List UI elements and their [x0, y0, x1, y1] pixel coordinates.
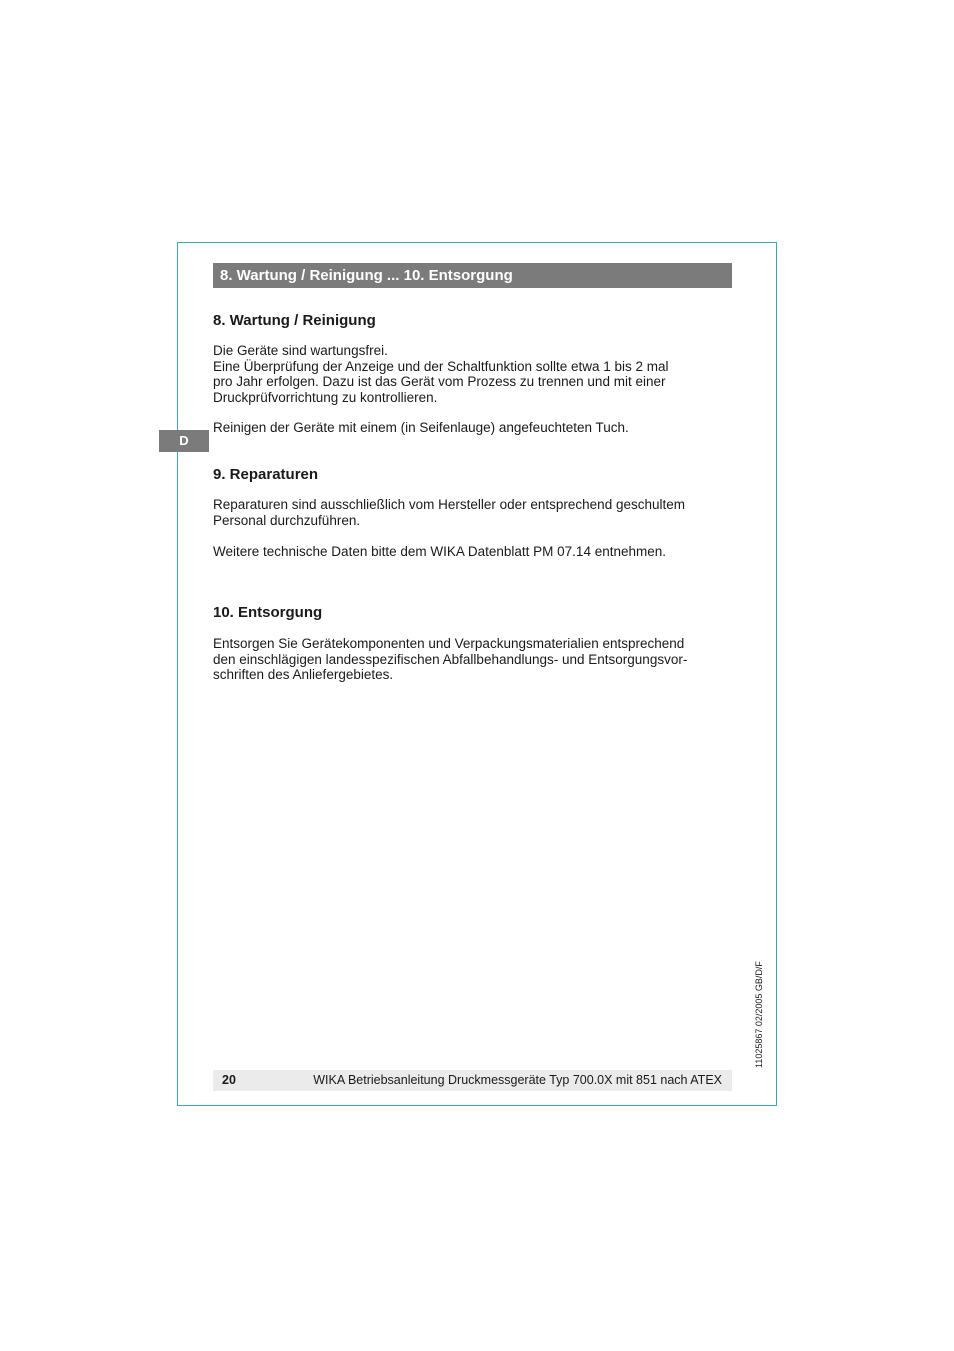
- text-line: Weitere technische Daten bitte dem WIKA Datenblatt PM 07.14 entnehmen.: [213, 544, 667, 559]
- section-paragraph-wartung-2: [213, 420, 733, 436]
- text-line: Die Geräte sind wartungsfrei.: [213, 343, 388, 358]
- text-line: schriften des Anliefergebietes.: [213, 667, 394, 682]
- text-line: den einschlägigen landesspezifischen Abfallbehandlungs- und Entsorgungsvor-: [213, 651, 688, 667]
- text-line: Reparaturen sind ausschließlich vom Hersteller oder entsprechend geschultem: [213, 497, 685, 512]
- document-code: 11025867 02/2005 GB/D/F: [754, 961, 764, 1068]
- text-line: pro Jahr erfolgen. Dazu ist das Gerät vom Prozess zu trennen und mit einer: [213, 374, 666, 389]
- section-heading-entsorgung: 10. Entsorgung: [213, 604, 323, 621]
- footer-title: WIKA Betriebsanleitung Druckmessgeräte Typ 700.0X mit 851 nach ATEX: [313, 1073, 722, 1087]
- section-heading-reparaturen: 9. Reparaturen: [213, 466, 319, 483]
- text-line: Entsorgen Sie Gerätekomponenten und Verpackungsmaterialien entsprechend: [213, 636, 685, 651]
- section-paragraph-entsorgung-1: [213, 636, 733, 683]
- language-tab: D: [159, 430, 209, 452]
- page-footer-bar: [213, 1070, 732, 1091]
- page-number: 20: [222, 1073, 236, 1087]
- page-header-bar: [213, 263, 732, 288]
- page-header-title: 8. Wartung / Reinigung ... 10. Entsorgung: [220, 267, 513, 284]
- text-line: Eine Überprüfung der Anzeige und der Schaltfunktion sollte etwa 1 bis 2 mal: [213, 358, 669, 374]
- text-line: Reinigen der Geräte mit einem (in Seifenlauge) angefeuchteten Tuch.: [213, 420, 629, 435]
- section-paragraph-reparaturen-1: [213, 497, 733, 528]
- section-paragraph-wartung-1: [213, 343, 733, 405]
- section-heading-wartung: 8. Wartung / Reinigung: [213, 312, 376, 329]
- text-line: Druckprüfvorrichtung zu kontrollieren.: [213, 389, 438, 405]
- text-line: Personal durchzuführen.: [213, 512, 361, 528]
- section-paragraph-reparaturen-2: [213, 544, 733, 560]
